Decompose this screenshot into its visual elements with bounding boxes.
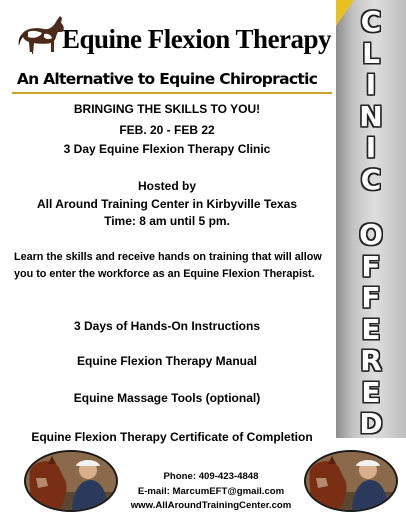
flyer-title: Equine Flexion Therapy [62,24,332,54]
tagline: BRINGING THE SKILLS TO YOU! [73,102,261,116]
certificate-line: Equine Flexion Therapy Certificate of Completion [31,430,313,444]
vertical-banner-text [348,6,394,440]
horse-with-handler-photo [26,452,118,512]
banner-letter: I [365,131,377,164]
banner-letter: C [360,162,382,196]
clinic-name: 3 Day Equine Flexion Therapy Clinic [63,142,271,156]
banner-letter: I [365,68,377,101]
banner-letter: F [361,281,381,314]
banner-letter: E [361,312,381,346]
included-item: Equine Massage Tools (optional) [73,391,261,405]
included-item: 3 Days of Hands-On Instructions [73,319,261,333]
banner-letter: R [360,344,382,377]
contact-email[interactable]: E-mail: MarcumEFT@gmail.com [137,486,285,497]
gold-divider [12,92,332,94]
description-paragraph: Learn the skills and receive hands on training that will allow you to enter the workforce as an Equine Flexion Therapist. [14,251,322,280]
horse-handler-photo [304,450,398,512]
clinic-time: Time: 8 am until 5 pm. [104,214,230,228]
flyer-subtitle: An Alternative to Equine Chiropractic [16,70,318,88]
host-name: All Around Training Center in Kirbyville Texas [36,197,298,211]
banner-letter: F [361,249,381,283]
contact-phone: Phone: 409-423-4848 [163,471,259,482]
banner-letter: N [359,99,383,133]
banner-letter: D [359,407,383,440]
banner-letter: C [360,5,382,38]
event-dates: FEB. 20 - FEB 22 [119,123,215,137]
hosted-label: Hosted by [137,179,196,193]
horse-handler-photo [24,450,118,512]
banner-letter: E [361,375,381,409]
included-item: Equine Flexion Therapy Manual [76,354,258,368]
banner-letter: O [359,218,383,251]
horse-with-handler-photo [306,452,398,512]
contact-website[interactable]: www.AllAroundTrainingCenter.com [130,500,292,511]
banner-letter: L [362,36,380,70]
